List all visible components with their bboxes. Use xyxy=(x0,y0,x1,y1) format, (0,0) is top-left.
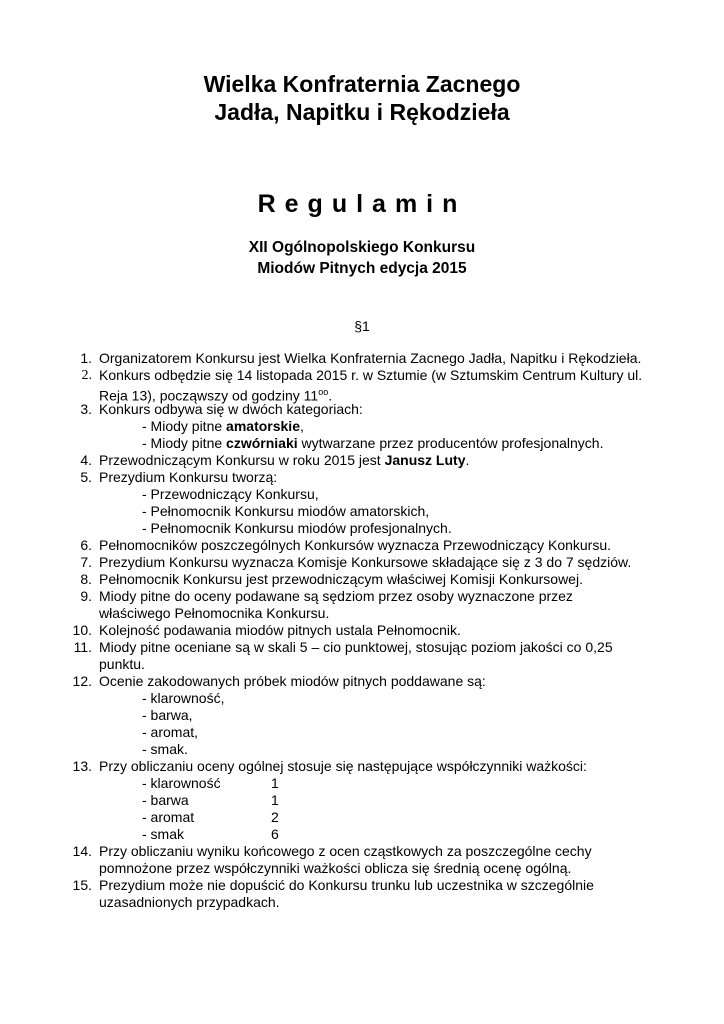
sub-item-text: - smak. xyxy=(142,741,188,757)
item-text: Pełnomocników poszczególnych Konkursów wyznacza Przewodniczący Konkursu. xyxy=(99,537,612,553)
item-text: Pełnomocnik Konkursu jest przewodniczącym właściwej Komisji Konkursowej. xyxy=(99,571,583,587)
weight-value: 6 xyxy=(271,826,279,842)
item-number: 15. xyxy=(72,877,92,893)
document-title: Regulamin xyxy=(257,190,467,218)
sub-item-text-end: , xyxy=(299,418,304,434)
subtitle-line-2: Miodów Pitnych edycja 2015 xyxy=(257,260,467,277)
item-text-end: . xyxy=(465,452,470,468)
item-text: właściwego Pełnomocnika Konkursu. xyxy=(99,605,330,621)
sub-item-text: - barwa, xyxy=(142,707,193,723)
weight-value: 1 xyxy=(271,775,279,791)
sub-item-text-part: - Miody pitne xyxy=(142,435,227,451)
item-text-superscript: oo xyxy=(318,387,329,397)
item-number: 10. xyxy=(72,622,92,638)
org-title-line-1: Wielka Konfraternia Zacnego xyxy=(203,71,521,97)
item-text-part: Reja 13), począwszy od godziny 11 xyxy=(99,387,319,404)
subtitle-line-1: XII Ogólnopolskiego Konkursu xyxy=(248,239,476,256)
sub-item-text-part: - Miody pitne xyxy=(142,418,227,434)
item-text: Ocenie zakodowanych próbek miodów pitnych poddawane są: xyxy=(99,673,486,689)
sub-item-text: - klarowność, xyxy=(142,690,225,706)
item-number: 11. xyxy=(73,639,92,655)
item-text: Organizatorem Konkursu jest Wielka Konfraternia Zacnego Jadła, Napitku i Rękodzieła. xyxy=(99,350,642,366)
item-text: Prezydium Konkursu tworzą: xyxy=(99,469,278,485)
item-text: Prezydium Konkursu wyznacza Komisje Konkursowe składające się z 3 do 7 sędziów. xyxy=(99,554,632,570)
weight-value: 1 xyxy=(271,792,279,808)
item-text: pomnożone przez współczynniki ważkości oblicza się średnią ocenę ogólną. xyxy=(99,860,572,876)
weight-value: 2 xyxy=(271,809,279,825)
item-text: Prezydium może nie dopuścić do Konkursu trunku lub uczestnika w szczególnie xyxy=(99,877,594,893)
sub-item-text: - Przewodniczący Konkursu, xyxy=(142,486,319,502)
item-text: Przy obliczaniu oceny ogólnej stosuje się następujące współczynniki ważkości: xyxy=(99,758,587,774)
item-text: Miody pitne do oceny podawane są sędziom przez osoby wyznaczone przez xyxy=(99,588,573,604)
sub-item-text xyxy=(142,435,603,452)
weight-label: - klarowność xyxy=(142,775,221,791)
item-text: uzasadnionych przypadkach. xyxy=(99,894,280,910)
item-text: Konkurs odbędzie się 14 listopada 2015 r. w Sztumie (w Sztumskim Centrum Kultury ul. xyxy=(99,367,643,383)
item-text-part: Przewodniczącym Konkursu w roku 2015 jest xyxy=(99,452,385,468)
item-text: Kolejność podawania miodów pitnych ustala Pełnomocnik. xyxy=(99,622,461,638)
section-marker: §1 xyxy=(354,318,370,334)
weight-label: - smak xyxy=(142,826,184,842)
item-number: 2. xyxy=(81,368,92,383)
item-text: punktu. xyxy=(99,656,145,672)
item-number: 5. xyxy=(80,469,92,485)
item-number: 1. xyxy=(80,350,92,366)
item-text-end: . xyxy=(328,387,333,404)
org-title-line-2: Jadła, Napitku i Rękodzieła xyxy=(214,99,510,125)
item-number: 9. xyxy=(80,588,92,604)
item-text: Przy obliczaniu wyniku końcowego z ocen cząstkowych za poszczególne cechy xyxy=(99,843,592,859)
sub-item-text-end: wytwarzane przez producentów profesjonalnych. xyxy=(297,435,604,451)
sub-item-bold: amatorskie xyxy=(226,418,300,434)
item-bold: Janusz Luty xyxy=(384,452,466,468)
item-number: 14. xyxy=(72,843,92,859)
weight-label: - barwa xyxy=(142,792,189,808)
item-text: Konkurs odbywa się w dwóch kategoriach: xyxy=(99,401,363,417)
item-text xyxy=(99,452,469,469)
item-text: Miody pitne oceniane są w skali 5 – cio punktowej, stosując poziom jakości co 0,25 xyxy=(99,639,613,655)
item-number: 4. xyxy=(80,452,92,468)
sub-item-text: - aromat, xyxy=(142,724,199,740)
sub-item-text: - Pełnomocnik Konkursu miodów amatorskich, xyxy=(142,503,430,519)
weight-label: - aromat xyxy=(142,809,195,825)
item-number: 12. xyxy=(72,673,92,689)
sub-item-text xyxy=(142,418,304,435)
item-number: 3. xyxy=(80,401,92,417)
item-number: 8. xyxy=(80,571,92,587)
item-number: 6. xyxy=(80,537,92,553)
sub-item-text: - Pełnomocnik Konkursu miodów profesjonalnych. xyxy=(142,520,452,536)
item-number: 7. xyxy=(80,554,92,570)
item-number: 13. xyxy=(72,758,92,774)
sub-item-bold: czwórniaki xyxy=(226,435,298,451)
